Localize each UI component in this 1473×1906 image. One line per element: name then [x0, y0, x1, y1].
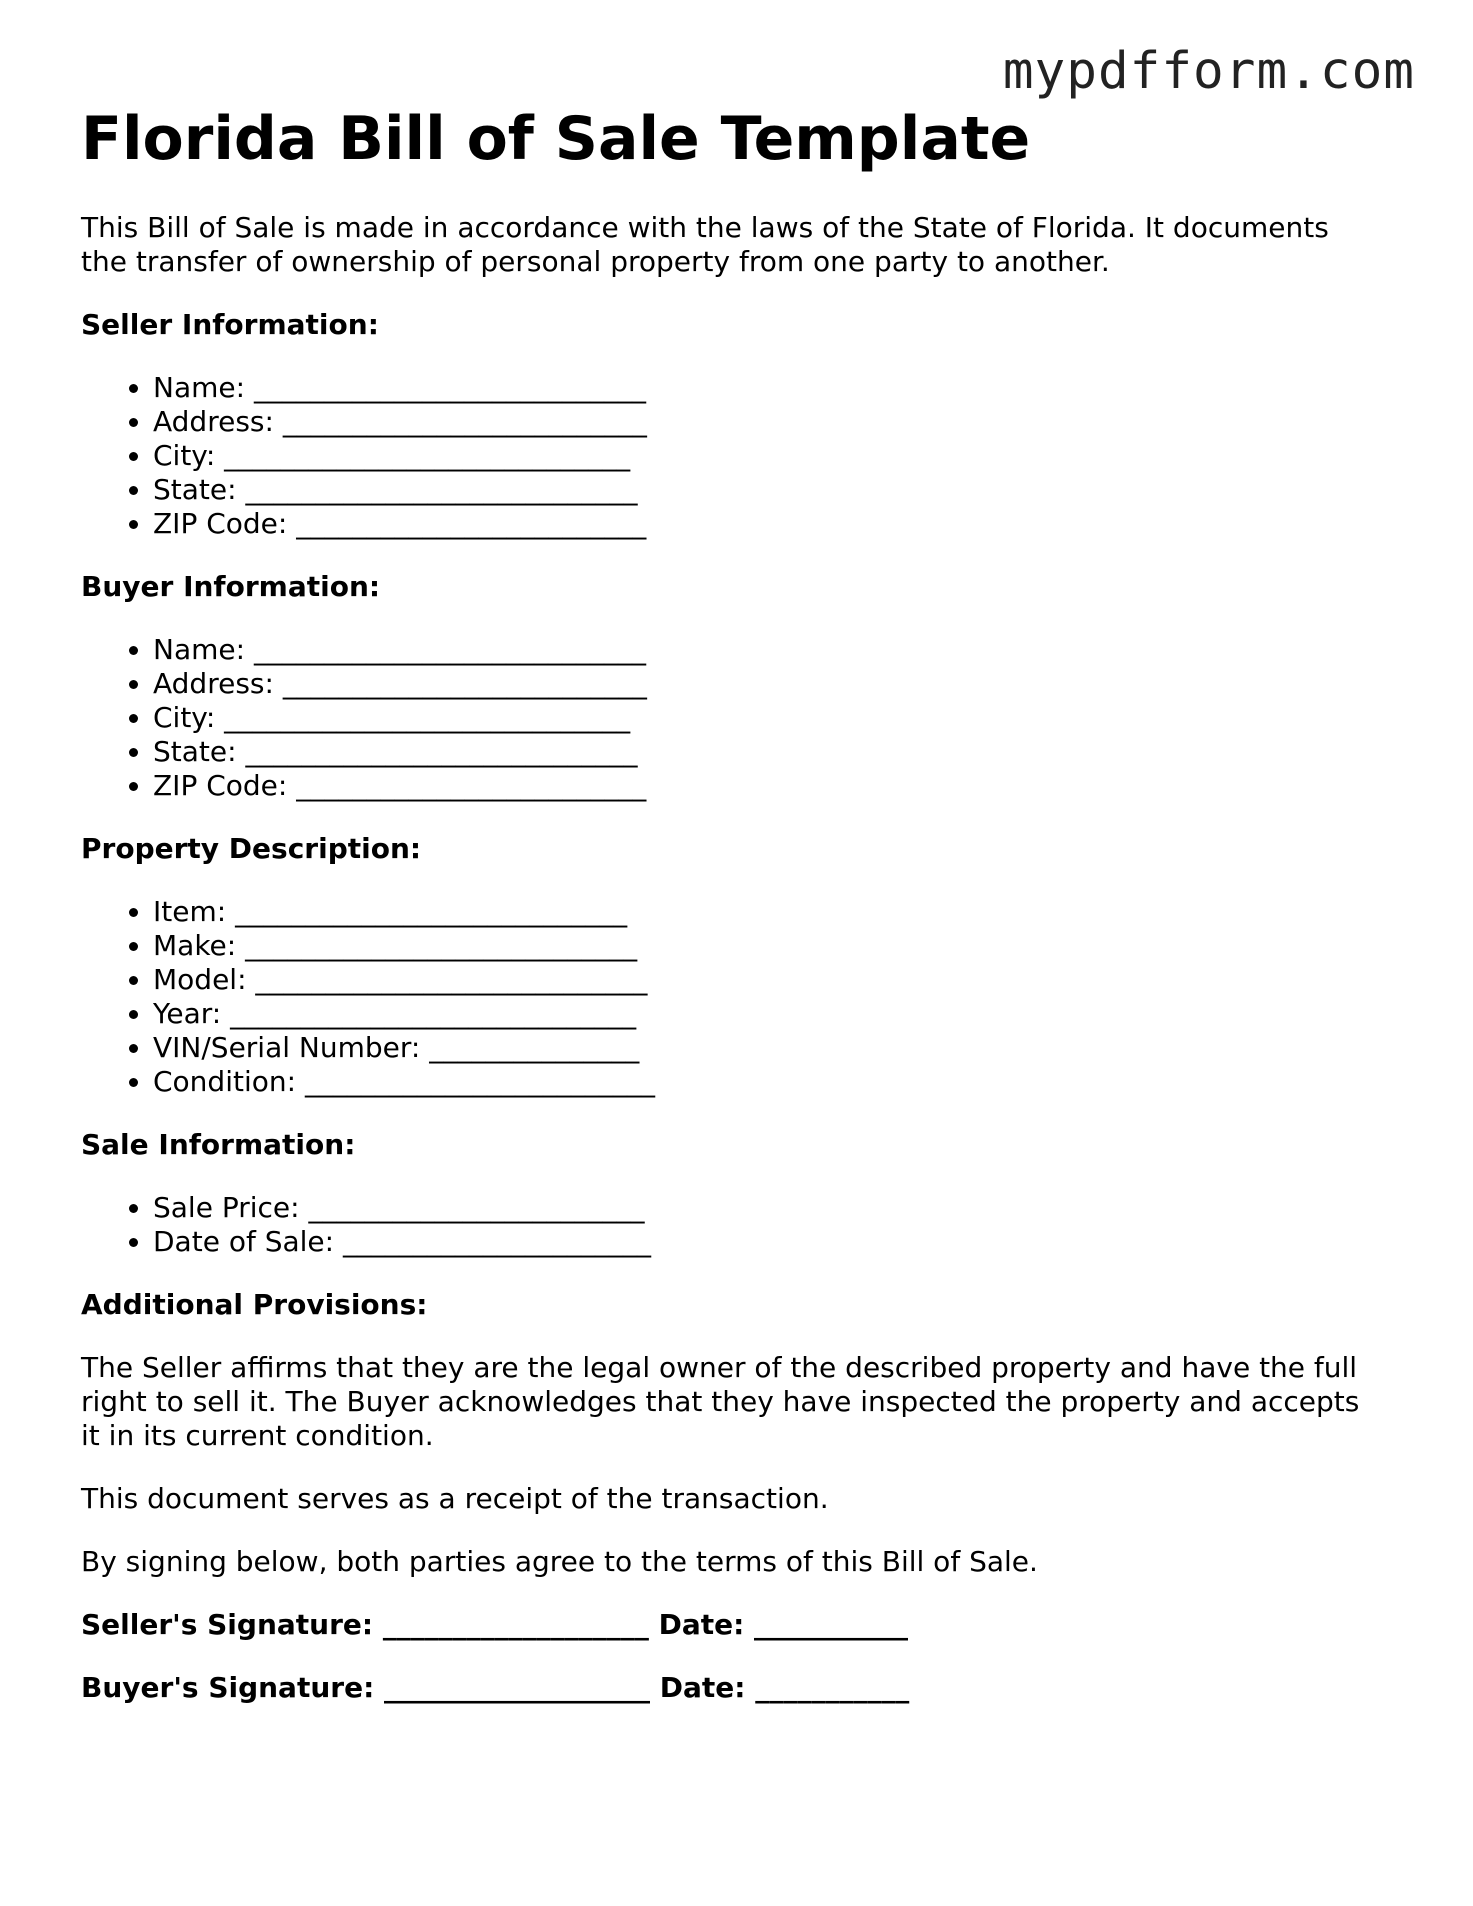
- agreement-paragraph: By signing below, both parties agree to the terms of this Bill of Sale.: [81, 1545, 1038, 1578]
- provisions-section-heading: Additional Provisions:: [81, 1288, 428, 1321]
- property-make-field: • Make: ____________________________: [153, 929, 1401, 963]
- property-condition-field: • Condition: _________________________: [153, 1065, 1401, 1099]
- property-field-list: [81, 895, 1401, 1099]
- seller-address-field: • Address: __________________________: [153, 405, 1401, 439]
- buyer-state-field: • State: ____________________________: [153, 735, 1401, 769]
- property-model-field: • Model: ____________________________: [153, 963, 1401, 997]
- receipt-paragraph: This document serves as a receipt of the transaction.: [81, 1482, 829, 1515]
- property-year-field: • Year: _____________________________: [153, 997, 1401, 1031]
- property-item-field: • Item: ____________________________: [153, 895, 1401, 929]
- sale-price-field: • Sale Price: ________________________: [153, 1191, 1401, 1225]
- document-page: [81, 103, 1401, 1705]
- seller-field-list: [81, 371, 1401, 541]
- buyer-field-list: [81, 633, 1401, 803]
- seller-state-field: • State: ____________________________: [153, 473, 1401, 507]
- buyer-name-field: • Name: ____________________________: [153, 633, 1401, 667]
- page-title: Florida Bill of Sale Template: [81, 104, 1031, 174]
- property-vin-field: • VIN/Serial Number: _______________: [153, 1031, 1401, 1065]
- intro-paragraph: This Bill of Sale is made in accordance with the laws of the State of Florida. It documents the transfer of ownership of personal property from one party to another.: [81, 211, 1329, 278]
- buyer-address-field: • Address: __________________________: [153, 667, 1401, 701]
- buyer-city-field: • City: _____________________________: [153, 701, 1401, 735]
- watermark-text: mypdfform.com: [1002, 42, 1415, 101]
- seller-name-field: • Name: ____________________________: [153, 371, 1401, 405]
- property-section-heading: Property Description:: [81, 832, 422, 865]
- provisions-paragraph: The Seller affirms that they are the legal owner of the described property and have the full right to sell it. The Buyer acknowledges that they have inspected the property and accepts it in its current condition.: [81, 1351, 1360, 1452]
- sale-section-heading: Sale Information:: [81, 1128, 356, 1161]
- buyer-section-heading: Buyer Information:: [81, 570, 381, 603]
- sale-date-field: • Date of Sale: ______________________: [153, 1225, 1401, 1259]
- buyer-zip-field: • ZIP Code: _________________________: [153, 769, 1401, 803]
- seller-signature-line: Seller's Signature: ___________________ Date: ___________: [81, 1608, 909, 1641]
- seller-section-heading: Seller Information:: [81, 308, 379, 341]
- seller-zip-field: • ZIP Code: _________________________: [153, 507, 1401, 541]
- seller-city-field: • City: _____________________________: [153, 439, 1401, 473]
- buyer-signature-line: Buyer's Signature: ___________________ Date: ___________: [81, 1671, 910, 1704]
- sale-field-list: [81, 1191, 1401, 1259]
